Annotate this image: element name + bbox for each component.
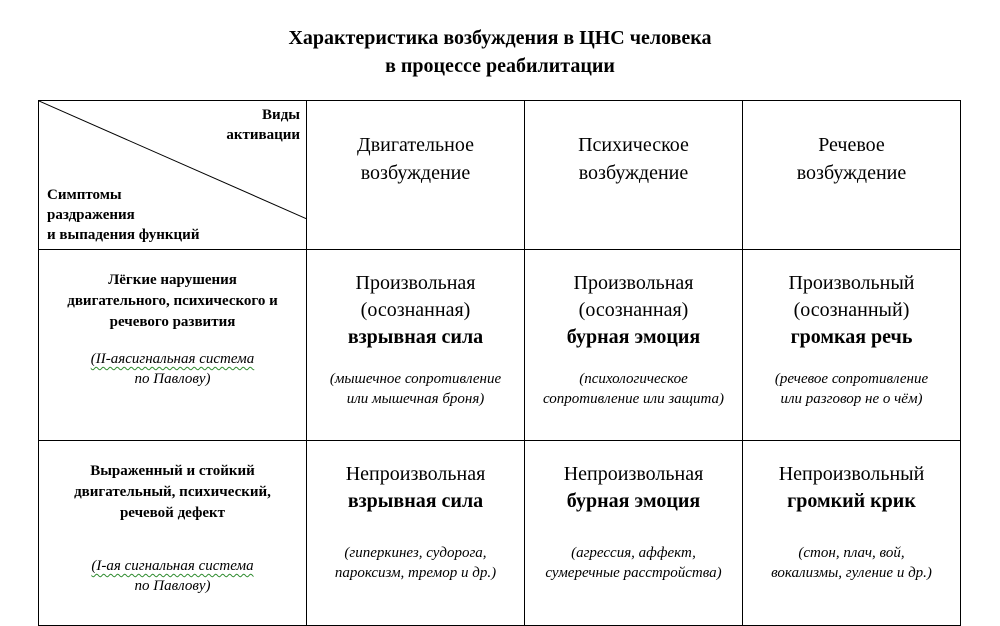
row-header-note: (I-ая сигнальная система по Павлову) <box>91 558 254 594</box>
cell-note: (гиперкинез, судорога, пароксизм, тремор и др.) <box>334 545 497 581</box>
symptoms-label: Симптомы раздражения и выпадения функций <box>47 187 200 243</box>
column-header-mental: Психическое возбуждение <box>525 101 743 250</box>
header-row <box>39 101 961 250</box>
row-header-severe <box>39 441 307 626</box>
title-line-1: Характеристика возбуждения в ЦНС человека <box>288 27 712 49</box>
excitation-table <box>38 100 961 626</box>
page-title <box>0 24 1000 80</box>
column-header-speech: Речевое возбуждение <box>743 101 961 250</box>
row-header-title: Лёгкие нарушения двигательного, психического и речевого развития <box>67 272 278 330</box>
activation-types-label: Виды активации <box>226 107 300 143</box>
table-row <box>39 441 961 626</box>
table-cell: Непроизвольный громкий крик (стон, плач, вой, вокализмы, гуление и др.) <box>743 441 961 626</box>
cell-note: (мышечное сопротивление или мышечная броня) <box>329 371 502 407</box>
row-header-title: Выраженный и стойкий двигательный, психический, речевой дефект <box>74 463 271 521</box>
cell-note: (психологическое сопротивление или защита) <box>542 371 725 407</box>
table-row <box>39 250 961 441</box>
corner-header-cell <box>39 101 307 250</box>
table-cell: Непроизвольная взрывная сила (гиперкинез, судорога, пароксизм, тремор и др.) <box>307 441 525 626</box>
cell-note: (агрессия, аффект, сумеречные расстройства) <box>545 545 722 581</box>
table-cell: Произвольная (осознанная) взрывная сила (мышечное сопротивление или мышечная броня) <box>307 250 525 441</box>
cell-note: (стон, плач, вой, вокализмы, гуление и др.) <box>771 545 932 581</box>
title-line-2: в процессе реабилитации <box>385 55 615 77</box>
table-cell: Произвольная (осознанная) бурная эмоция (психологическое сопротивление или защита) <box>525 250 743 441</box>
row-header-mild <box>39 250 307 441</box>
cell-note: (речевое сопротивление или разговор не о чём) <box>774 371 929 407</box>
table-cell: Непроизвольная бурная эмоция (агрессия, аффект, сумеречные расстройства) <box>525 441 743 626</box>
row-header-note: (II-аясигнальная система по Павлову) <box>90 351 255 387</box>
table-cell: Произвольный (осознанный) громкая речь (речевое сопротивление или разговор не о чём) <box>743 250 961 441</box>
column-header-motor: Двигательное возбуждение <box>307 101 525 250</box>
